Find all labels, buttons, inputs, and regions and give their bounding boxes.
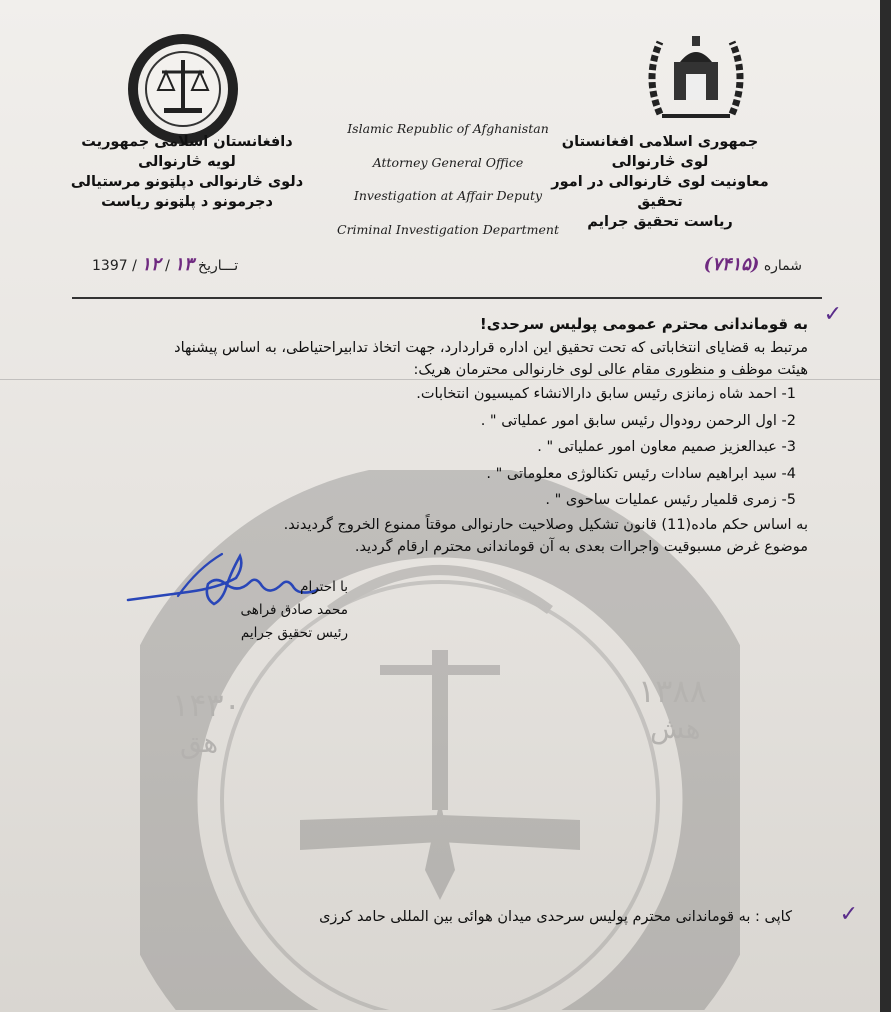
date-month: ۱۲ — [141, 254, 161, 275]
afghanistan-emblem-icon — [640, 28, 752, 124]
reference-number-label: شماره — [763, 258, 802, 274]
header-pashto-line: لویه څارنوالی — [138, 154, 236, 170]
paper-fold-line — [0, 379, 880, 380]
letter-closing-line: به اساس حکم ماده(11) قانون تشکیل وصلاحیت حارنوالی موقتاً ممنوع الخروج گردیدند. — [283, 516, 808, 533]
date-day: ۱۳ — [174, 254, 194, 275]
signoff-regards: با احترام — [300, 579, 348, 595]
copy-recipient-line: کاپی : به قوماندانی محترم پولیس سرحدی میدان هوائی بین المللی حامد کرزی — [319, 909, 792, 925]
header-pashto-line: دلوی څارنوالی دپلټونو مرستیالی — [70, 174, 304, 190]
signoff-block — [188, 576, 348, 645]
watermark-year-right-sub: هش — [650, 712, 701, 745]
person-list-item: 2- اول الرحمن رودوال رئیس سابق امور عملیاتی " . — [480, 412, 796, 429]
watermark-year-left-sub: هق — [180, 726, 219, 759]
reference-number-value: (۷۴۱۵) — [703, 254, 760, 275]
letter-intro-line: هیئت موظف و منظوری مقام عالی لوی خارنوالی محترمان هریک: — [413, 362, 808, 378]
watermark-year-right: ۱۳۸۸ — [638, 672, 707, 710]
date-separator: / — [132, 258, 137, 274]
reference-date — [92, 254, 238, 275]
date-label: تـــاریخ — [198, 258, 239, 274]
letter-closing-line: موضوع غرض مسبوقیت واجراات بعدی به آن قوماندانی محترم ارقام گردید. — [354, 538, 808, 555]
header-english-line: Attorney General Office — [372, 154, 524, 170]
person-list-item: 1- احمد شاه زمانزی رئیس سابق دارالانشاء کمیسیون انتخابات. — [416, 386, 796, 402]
header-dari-line: معاونیت لوی څارنوالی در امور تحقیق — [551, 174, 769, 210]
reference-number — [704, 254, 802, 275]
header-pashto-line: دافغانستان اسلامی جمهوریت — [81, 134, 293, 150]
signer-title: رئیس تحقیق جرایم — [240, 625, 348, 641]
header-pashto-block — [52, 132, 322, 212]
watermark-year-left: ۱۴۳۰ — [172, 686, 241, 724]
header-english-line: Islamic Republic of Afghanistan — [347, 121, 549, 136]
header-dari-line: جمهوری اسلامی افغانستان — [561, 134, 759, 150]
date-separator: / — [165, 258, 170, 274]
header-dari-line: ریاست تحقیق جرایم — [587, 214, 733, 230]
photo-dark-edge — [880, 0, 891, 1012]
header-dari-line: لوی څارنوالی — [611, 154, 709, 170]
person-list-item: 3- عبدالعزیز صمیم معاون امور عملیاتی " . — [537, 439, 796, 455]
header-pashto-line: دجرمونو د پلټونو ریاست — [101, 194, 273, 210]
header-english-line: Investigation at Affair Deputy — [353, 188, 543, 203]
signer-name: محمد صادق فراهی — [240, 602, 348, 618]
date-year: 1397 — [92, 258, 128, 274]
person-list-item: 4- سید ابراهیم سادات رئیس تکنالوژی معلوماتی " . — [486, 465, 796, 482]
header-english-block — [318, 112, 578, 246]
checkmark-icon: ✓ — [839, 902, 858, 927]
header-english-line: Criminal Investigation Department — [337, 221, 559, 237]
letter-body — [48, 311, 808, 558]
letter-intro-line: مرتبط به قضایای انتخاباتی که تحت تحقیق این اداره قراردارد، جهت اتخاذ تدابیراحتیاطی، به اساس پیشنهاد — [174, 340, 808, 356]
person-list-item: 5- زمری قلمیار رئیس عملیات ساحوی " . — [545, 492, 796, 508]
attorney-general-seal-icon — [128, 34, 238, 144]
header-divider — [72, 297, 822, 299]
letter-addressee: به قوماندانی محترم عمومی پولیس سرحدی! — [479, 315, 808, 333]
checkmark-icon: ✓ — [823, 302, 842, 327]
